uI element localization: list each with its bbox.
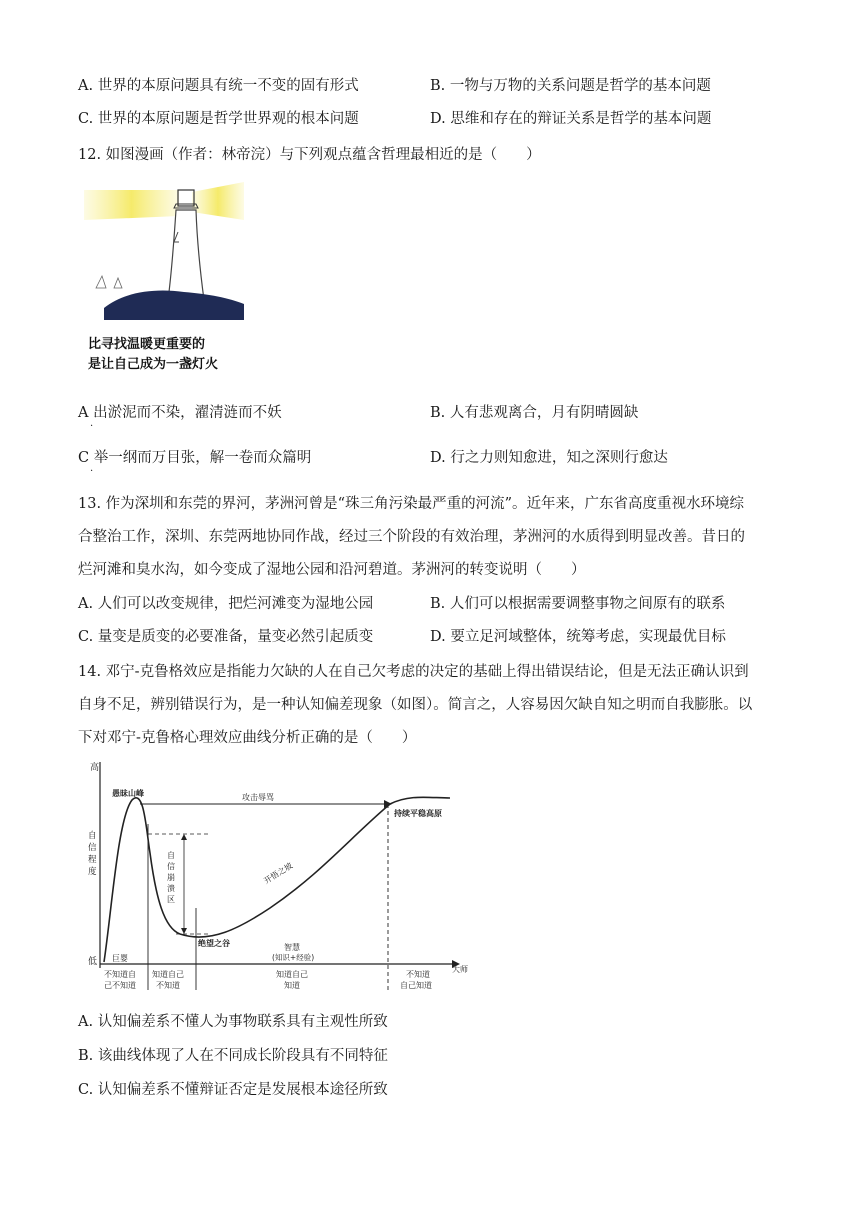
q14-stem-line2: 自身不足，辨别错误行为，是一种认知偏差现象（如图）。简言之，人容易因欠缺自知之明而自我膨胀。以: [78, 697, 753, 713]
cartoon-caption-1: 比寻找温暖更重要的: [88, 337, 206, 352]
q14-stem-line3: 下对邓宁-克鲁格心理效应曲线分析正确的是（ ）: [78, 730, 417, 746]
y-label-3: 程: [88, 855, 97, 865]
wisdom-label-1: 智慧: [284, 943, 300, 952]
collapse-label-4: 溃: [167, 884, 175, 893]
valley-label: 绝望之谷: [198, 939, 230, 948]
stage-4-line2: 自己知道: [400, 981, 432, 990]
y-label-2: 信: [88, 843, 97, 853]
q12-dot-a: .: [90, 418, 94, 429]
island-shore: [104, 291, 244, 320]
q13-option-d: D. 要立足河域整体，统筹考虑，实现最优目标: [430, 629, 726, 645]
q12-option-c: C 举一纲而万目张，解一卷而众篇明: [78, 450, 312, 466]
wisdom-label-2: (知识+经验): [272, 953, 315, 962]
collapse-label-5: 区: [167, 895, 175, 904]
plateau-label: 持续平稳高原: [394, 809, 442, 818]
light-beam-left: [84, 190, 179, 220]
baby-label: 巨婴: [112, 954, 128, 963]
collapse-label-3: 崩: [167, 873, 175, 882]
q13-option-a: A. 人们可以改变规律，把烂河滩变为湿地公园: [78, 596, 374, 612]
q12-option-d: D. 行之力则知愈进，知之深则行愈达: [430, 450, 668, 466]
attack-label: 攻击辱骂: [242, 793, 274, 802]
q12-dot-c: .: [90, 463, 94, 474]
collapse-label-1: 自: [167, 851, 175, 860]
q12-option-a: A 出淤泥而不染，濯清涟而不妖: [78, 405, 282, 421]
q13-option-b: B. 人们可以根据需要调整事物之间原有的联系: [430, 596, 726, 612]
lighthouse-tower: [168, 210, 204, 300]
q12-stem: 12. 如图漫画（作者：林帝浣）与下列观点蕴含哲理最相近的是（ ）: [78, 147, 541, 163]
collapse-label-2: 信: [167, 862, 175, 871]
x-axis-end-label: 大师: [452, 965, 468, 974]
q14-option-c: C. 认知偏差系不懂辩证否定是发展根本途径所致: [78, 1082, 388, 1098]
y-axis-bottom-label: 低: [88, 957, 98, 967]
q11-option-a: A. 世界的本原问题具有统一不变的固有形式: [78, 78, 359, 94]
stage-3-line2: 知道: [284, 981, 300, 990]
q13-stem-line3: 烂河滩和臭水沟，如今变成了湿地公园和沿河碧道。茅洲河的转变说明（ ）: [78, 562, 586, 578]
stage-1-line2: 己不知道: [104, 981, 136, 990]
y-label-4: 度: [88, 867, 97, 877]
stage-1-line1: 不知道自: [104, 970, 136, 979]
stage-3-line1: 知道自己: [276, 970, 308, 979]
q12-option-b: B. 人有悲观离合，月有阴晴圆缺: [430, 405, 639, 421]
light-beam-right: [192, 182, 244, 220]
y-label-1: 自: [88, 831, 97, 841]
q11-option-d: D. 思维和存在的辩证关系是哲学的基本问题: [430, 111, 712, 127]
confidence-curve: [104, 797, 450, 962]
q11-option-c: C. 世界的本原问题是哲学世界观的根本问题: [78, 111, 359, 127]
stage-2-line1: 知道自己: [152, 970, 184, 979]
lighthouse-cartoon: [84, 180, 244, 380]
collapse-arrow-down: [181, 928, 187, 934]
q14-option-a: A. 认知偏差系不懂人为事物联系具有主观性所致: [78, 1014, 388, 1030]
stage-4-line1: 不知道: [406, 970, 430, 979]
q13-option-c: C. 量变是质变的必要准备，量变必然引起质变: [78, 629, 374, 645]
q14-option-b: B. 该曲线体现了人在不同成长阶段具有不同特征: [78, 1048, 388, 1064]
q13-stem-line2: 合整治工作，深圳、东莞两地协同作战，经过三个阶段的有效治理，茅洲河的水质得到明显改善。昔日的: [78, 529, 745, 545]
q13-stem-line1: 13. 作为深圳和东莞的界河，茅洲河曾是“珠三角污染最严重的河流”。近年来，广东省高度重视水环境综: [78, 496, 744, 512]
q14-stem-line1: 14. 邓宁-克鲁格效应是指能力欠缺的人在自己欠考虑的决定的基础上得出错误结论，但是无法正确认识到: [78, 664, 749, 680]
slope-label: 开悟之坡: [262, 861, 295, 886]
dunning-kruger-chart: [80, 758, 480, 998]
peak-label: 愚昧山峰: [112, 789, 144, 798]
y-axis-top-label: 高: [90, 763, 100, 773]
stage-2-line2: 不知道: [156, 981, 180, 990]
collapse-arrow-up: [181, 834, 187, 840]
q11-option-b: B. 一物与万物的关系问题是哲学的基本问题: [430, 78, 711, 94]
cartoon-caption-2: 是让自己成为一盏灯火: [88, 357, 219, 372]
sailboats: [96, 276, 122, 288]
